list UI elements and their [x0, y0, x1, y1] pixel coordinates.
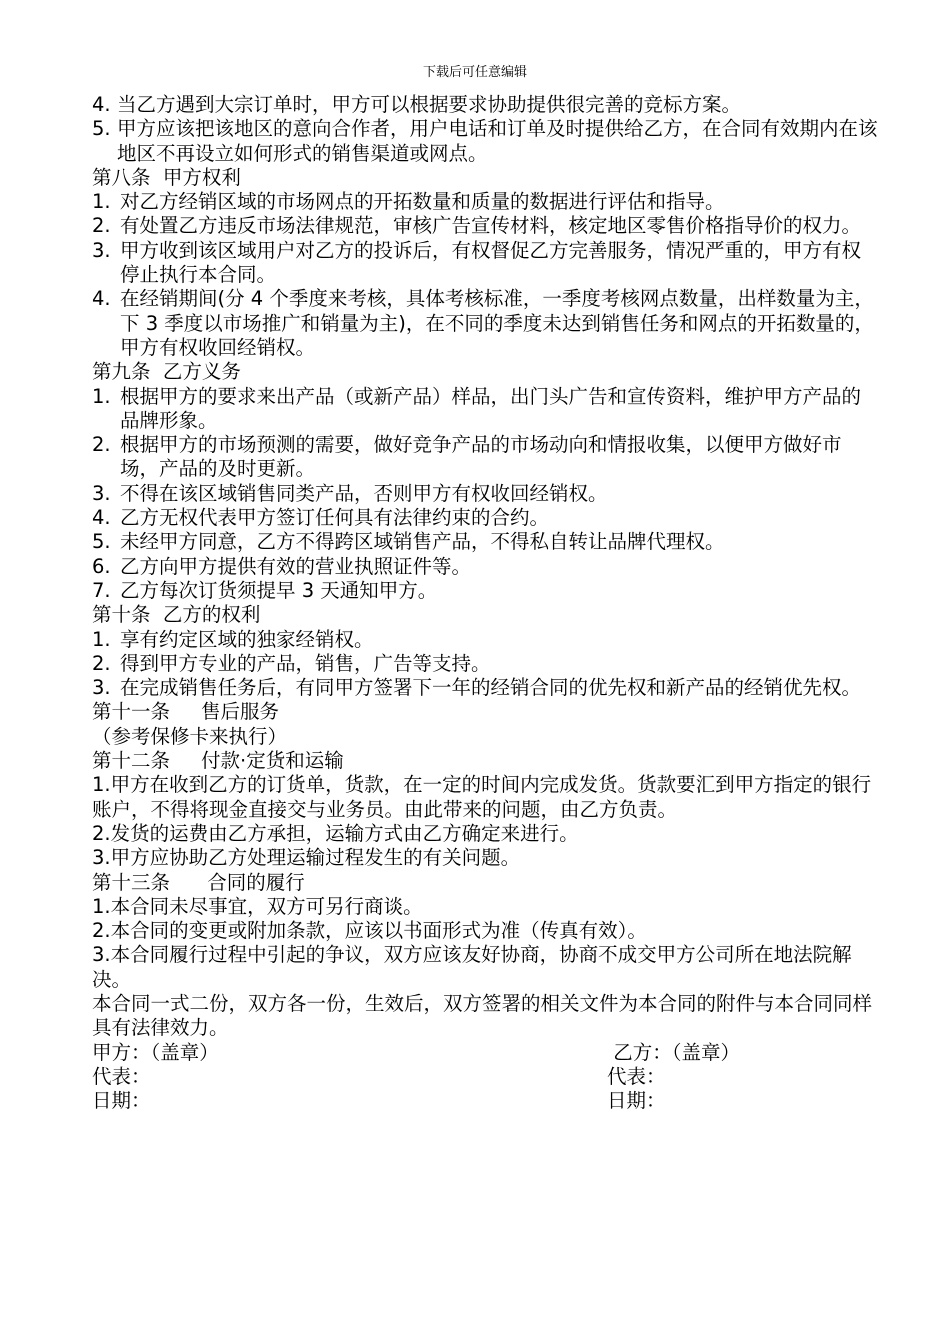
- list-item: [92, 676, 878, 700]
- section-title: 第八条 甲方权利: [92, 165, 241, 189]
- section-title: 第九条 乙方义务: [92, 360, 241, 384]
- list-item: [92, 239, 878, 288]
- list-item: [92, 190, 878, 214]
- item-number: 6.: [92, 554, 111, 578]
- clause-paragraph: [92, 943, 878, 992]
- list-item: [92, 530, 878, 554]
- item-text: 乙方向甲方提供有效的营业执照证件等。: [120, 554, 472, 578]
- list-item: [92, 652, 878, 676]
- clause-number: 2.: [92, 821, 111, 845]
- party-b-seal: 乙方：（盖章）: [607, 1040, 740, 1064]
- item-text: 在完成销售任务后，有同甲方签署下一年的经销合同的优先权和新产品的经销优先权。: [120, 676, 862, 700]
- clause-number: 3.: [92, 846, 111, 870]
- list-item: [92, 628, 878, 652]
- clause-text: 甲方应协助乙方处理运输过程发生的有关问题。: [110, 846, 521, 870]
- list-item: [92, 287, 878, 360]
- clause-text: 甲方在收到乙方的订货单，货款，在一定的时间内完成发货。货款要汇到甲方指定的银行账户，不得将现金直接交与业务员。由此带来的问题，由乙方负责。: [92, 773, 872, 821]
- item-number: 3.: [92, 238, 111, 262]
- clause-text: 发货的运费由乙方承担，运输方式由乙方确定来进行。: [110, 821, 579, 845]
- signature-row-seal: [92, 1041, 878, 1065]
- party-b-representative: 代表：: [607, 1064, 666, 1088]
- section-title: 第十三条 合同的履行: [92, 870, 305, 894]
- item-number: 5.: [92, 530, 111, 554]
- list-item: [92, 214, 878, 238]
- clause-text: 本合同未尽事宜，双方可另行商谈。: [110, 894, 423, 918]
- section-title: 第十条 乙方的权利: [92, 603, 261, 627]
- list-item: [92, 433, 878, 482]
- item-number: 2.: [92, 651, 111, 675]
- item-number: 4.: [92, 506, 111, 530]
- item-number: 1.: [92, 190, 111, 214]
- clause-paragraph: [92, 919, 878, 943]
- list-item: [92, 482, 878, 506]
- list-item: [92, 385, 878, 434]
- clause-number: 1.: [92, 773, 111, 797]
- item-number: 1.: [92, 384, 111, 408]
- list-item: [92, 506, 878, 530]
- item-text: 乙方无权代表甲方签订任何具有法律约束的合约。: [120, 506, 550, 530]
- party-a-date: 日期：: [92, 1089, 151, 1113]
- clause-paragraph: [92, 846, 878, 870]
- clause-item: [92, 93, 878, 117]
- clause-text: 当乙方遇到大宗订单时，甲方可以根据要求协助提供很完善的竞标方案。: [117, 93, 742, 116]
- page-header: 下载后可任意编辑: [422, 65, 527, 80]
- item-text: 对乙方经销区域的市场网点的开拓数量和质量的数据进行评估和指导。: [120, 190, 725, 214]
- clause-number: 3.: [92, 943, 111, 967]
- clause-text: 本合同的变更或附加条款，应该以书面形式为准（传真有效）。: [110, 919, 647, 943]
- item-number: 3.: [92, 676, 111, 700]
- clause-paragraph: [92, 822, 878, 846]
- section-note: （参考保修卡来执行）: [92, 724, 288, 748]
- item-text: 在经销期间(分 4 个季度来考核，具体考核标准，一季度考核网点数量，出样数量为主，下 3 季度以市场推广和销量为主)，在不同的季度未达到销售任务和网点的开拓数量的，甲方有权收回经销权。: [120, 287, 874, 359]
- item-number: 2.: [92, 214, 111, 238]
- clause-number: 4.: [92, 93, 111, 116]
- item-text: 甲方收到该区域用户对乙方的投诉后，有权督促乙方完善服务，情况严重的，甲方有权停止执行本合同。: [120, 238, 862, 287]
- item-text: 有处置乙方违反市场法律规范，审核广告宣传材料，核定地区零售价格指导价的权力。: [120, 214, 862, 238]
- item-number: 4.: [92, 287, 111, 311]
- item-text: 乙方每次订货须提早 3 天通知甲方。: [120, 578, 438, 602]
- clause-number: 1.: [92, 894, 111, 918]
- section-title: 第十二条 付款·定货和运输: [92, 749, 344, 773]
- closing-paragraph: 本合同一式二份，双方各一份，生效后，双方签署的相关文件为本合同的附件与本合同同样具有法律效力。: [92, 991, 873, 1040]
- item-number: 7.: [92, 578, 111, 602]
- item-text: 根据甲方的市场预测的需要，做好竞争产品的市场动向和情报收集，以便甲方做好市场，产品的及时更新。: [120, 433, 842, 481]
- item-text: 享有约定区域的独家经销权。: [120, 627, 374, 651]
- item-text: 未经甲方同意，乙方不得跨区域销售产品，不得私自转让品牌代理权。: [120, 530, 725, 554]
- party-a-seal: 甲方：（盖章）: [92, 1040, 219, 1064]
- item-text: 得到甲方专业的产品，销售，广告等支持。: [120, 651, 491, 675]
- section-title: 第十一条 售后服务: [92, 700, 279, 724]
- signature-row-date: [92, 1089, 878, 1113]
- item-text: 不得在该区域销售同类产品，否则甲方有权收回经销权。: [120, 481, 608, 505]
- clause-item: [92, 117, 878, 166]
- list-item: [92, 579, 878, 603]
- item-number: 2.: [92, 433, 111, 457]
- party-a-representative: 代表：: [92, 1064, 151, 1088]
- item-text: 根据甲方的要求来出产品（或新产品）样品，出门头广告和宣传资料，维护甲方产品的品牌形象。: [120, 384, 862, 432]
- clause-text: 本合同履行过程中引起的争议，双方应该友好协商，协商不成交甲方公司所在地法院解决。: [92, 943, 852, 991]
- clause-text: 甲方应该把该地区的意向合作者，用户电话和订单及时提供给乙方，在合同有效期内在该地区不再设立如何形式的销售渠道或网点。: [117, 117, 878, 165]
- item-number: 1.: [92, 627, 111, 651]
- clause-number: 2.: [92, 919, 111, 943]
- item-number: 3.: [92, 481, 111, 505]
- party-b-date: 日期：: [607, 1089, 666, 1113]
- clause-paragraph: [92, 773, 878, 822]
- list-item: [92, 555, 878, 579]
- contract-body: [92, 93, 878, 1113]
- signature-row-rep: [92, 1065, 878, 1089]
- clause-paragraph: [92, 895, 878, 919]
- clause-number: 5.: [92, 117, 111, 141]
